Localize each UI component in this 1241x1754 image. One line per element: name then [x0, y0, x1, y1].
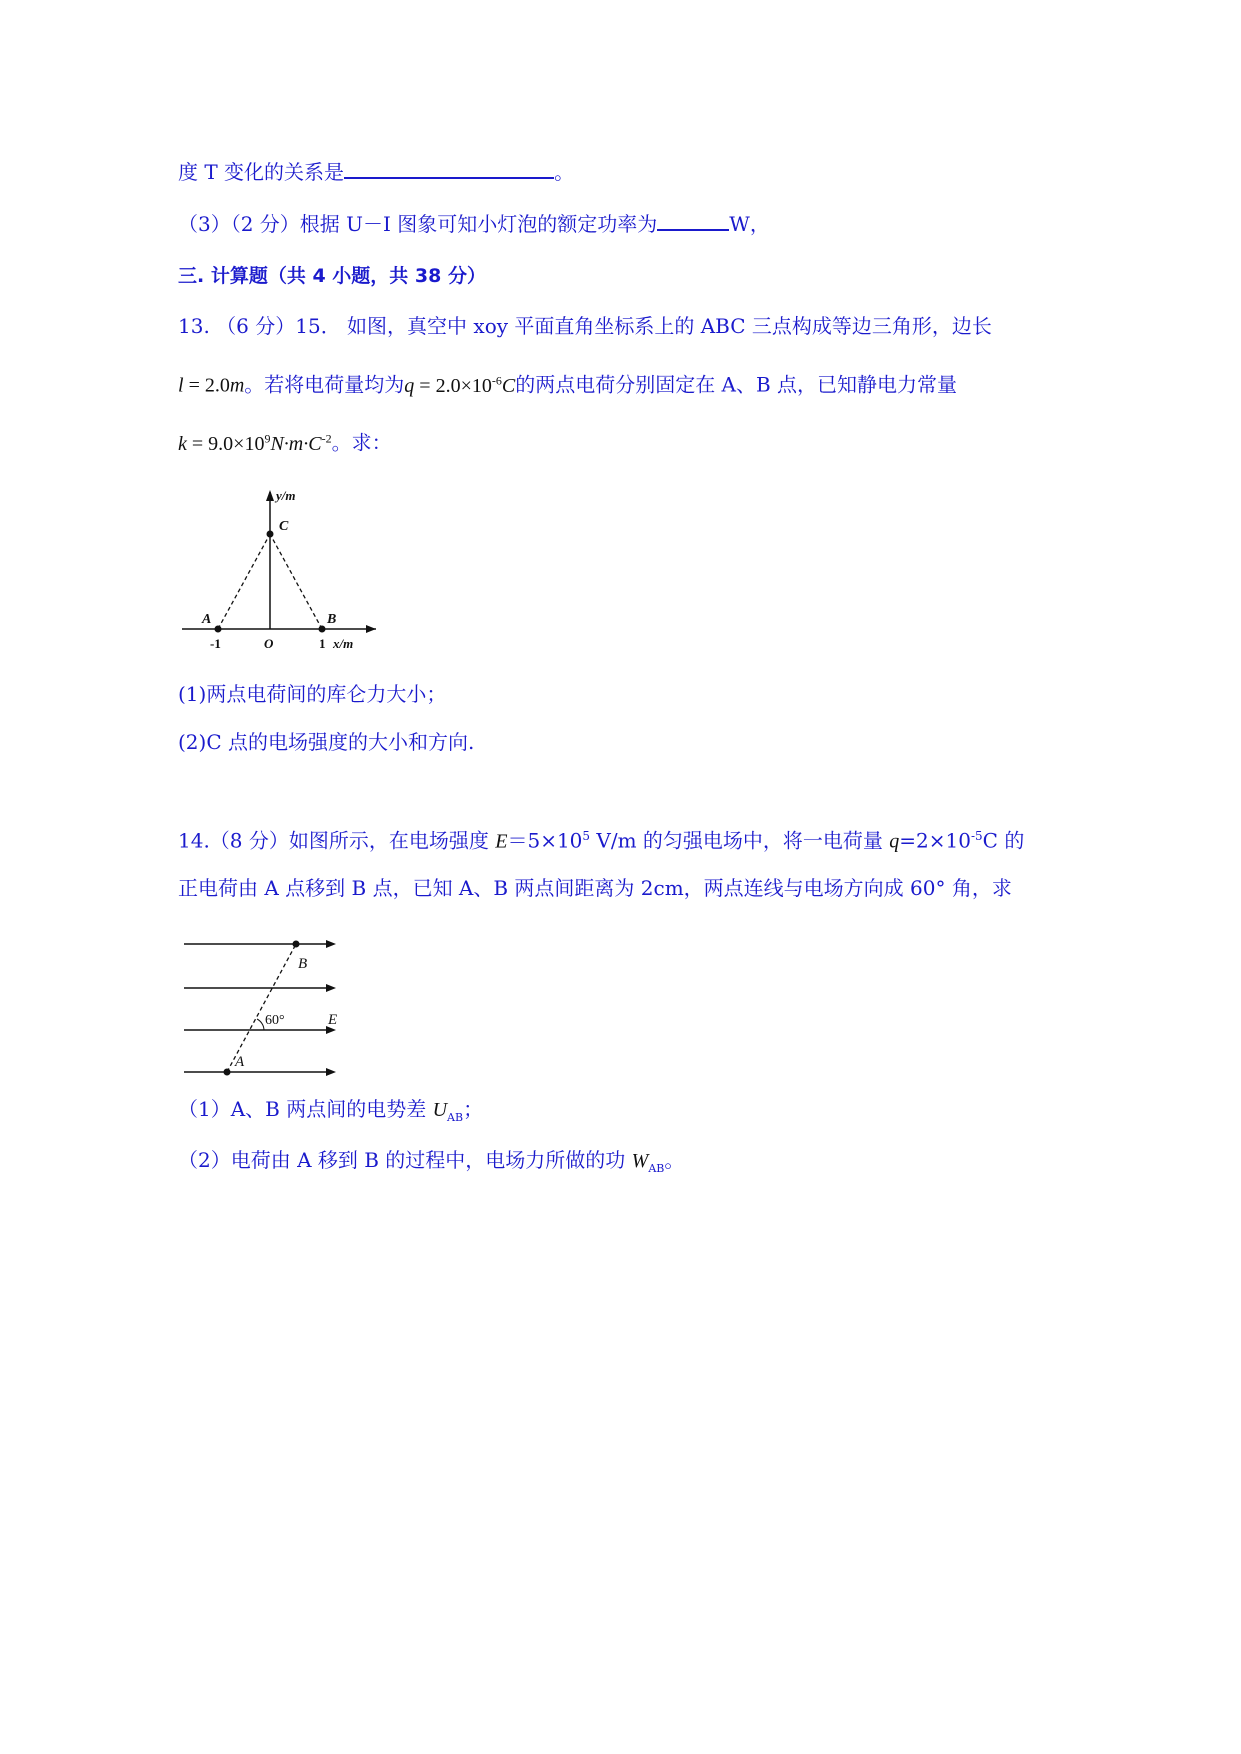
point-c-dot [267, 531, 274, 538]
tick-1: 1 [319, 636, 326, 651]
side-ac [218, 534, 270, 629]
var-l: l [178, 374, 184, 397]
angle-arc [257, 1019, 264, 1030]
label-b: B [298, 956, 308, 972]
field-arrows [326, 940, 336, 1076]
field-lines [184, 944, 330, 1072]
field-figure [180, 932, 360, 1078]
q13-mid-text: 。若将电荷量均为 [244, 372, 405, 397]
segment-ab [227, 944, 296, 1072]
label-c: C [279, 519, 289, 534]
q13-constant-line: $k = 9.0\times 10^9N\cdot m\cdot C^{-2}$。求： [178, 430, 392, 455]
exp-k2: -2 [321, 431, 332, 445]
val-e: ＝5×10 [507, 828, 583, 853]
point-a-dot [224, 1069, 231, 1076]
q14-part1 [178, 1095, 483, 1132]
var-k: k [178, 432, 187, 455]
line1-text: 度 T 变化的关系是 [178, 160, 345, 184]
line2-text: （3）（2 分）根据 U－I 图象可知小灯泡的额定功率为 [178, 212, 658, 236]
sub-w: AB [648, 1162, 665, 1175]
line2-end: W， [729, 212, 770, 236]
line1-end: 。 [554, 160, 575, 184]
q13-intro: 13. （6 分）15． 如图，真空中 xoy 平面直角坐标系上的 ABC 三点构成等边三角形，边长 [178, 314, 992, 338]
label-e: E [328, 1012, 338, 1028]
x-axis-arrow [366, 625, 376, 633]
unit-e: V/m 的匀强电场中，将一电荷量 [590, 828, 890, 853]
answer-blank-2[interactable] [657, 209, 729, 231]
label-a: A [202, 612, 212, 627]
unit-q: C [501, 374, 516, 397]
val-q: 2.0×10 [435, 374, 492, 397]
unit-l: m [229, 374, 245, 397]
q13-tail-text: 的两点电荷分别固定在 A、B 点，已知静电力常量 [515, 372, 958, 397]
y-axis-arrow [266, 490, 274, 501]
label-a: A [235, 1054, 245, 1070]
unit-k: N·m·C [270, 432, 322, 455]
section-heading: 三. 计算题（共 4 小题，共 38 分） [178, 265, 486, 287]
exp-q14: -5 [970, 829, 983, 843]
val-k: 9.0×10 [208, 432, 265, 455]
q14-part1-text: （1）A、B 两点间的电势差 [178, 1097, 433, 1121]
label-b: B [327, 612, 337, 627]
fill-blank-line-2 [178, 209, 770, 238]
answer-blank-1[interactable] [344, 157, 554, 179]
point-b-dot [319, 626, 326, 633]
q14-part1-end: ； [463, 1097, 484, 1121]
unit-q14: C 的 [982, 828, 1025, 853]
val-l: 2.0 [204, 374, 230, 397]
q14-pre: 14.（8 分）如图所示，在电场强度 [178, 828, 496, 853]
q14-part2-text: （2）电荷由 A 移到 B 的过程中，电场力所做的功 [178, 1148, 632, 1172]
fill-blank-line-1 [178, 157, 574, 186]
triangle-svg [180, 488, 380, 653]
field-svg [180, 932, 360, 1078]
q14-line-1 [178, 822, 1024, 856]
var-u: U [432, 1099, 448, 1121]
q13-ask: 。求： [331, 430, 392, 455]
var-q: q [404, 374, 415, 397]
var-w: W [631, 1150, 649, 1172]
exp-q: -6 [491, 373, 502, 387]
triangle-figure [180, 488, 380, 653]
q13-given-line: l = 2.0m。若将电荷量均为$q = 2.0\times 10^{-6}C$的两点电荷分别固定在 A、B 点，已知静电力常量 [178, 372, 958, 397]
q13-part1: (1)两点电荷间的库仑力大小； [178, 682, 447, 706]
side-bc [270, 534, 322, 629]
val-q14: =2×10 [899, 828, 971, 853]
tick-neg1: -1 [210, 636, 221, 651]
q14-line-2: 正电荷由 A 点移到 B 点，已知 A、B 两点间距离为 2cm，两点连线与电场方向成 60° 角，求 [178, 876, 1012, 900]
angle-label: 60° [265, 1013, 285, 1028]
q14-part2-end: 。 [664, 1148, 685, 1172]
x-axis-label: x/m [333, 636, 354, 651]
y-axis-label: y/m [276, 488, 296, 503]
point-b-dot [293, 941, 300, 948]
exp-k: 9 [264, 431, 271, 445]
var-q14: q [889, 830, 900, 853]
exp-e: 5 [582, 829, 591, 843]
var-e: E [495, 830, 508, 853]
point-a-dot [215, 626, 222, 633]
origin-label: O [264, 636, 274, 651]
q14-part2 [178, 1146, 684, 1183]
sub-u: AB [447, 1111, 464, 1124]
q13-part2: (2)C 点的电场强度的大小和方向. [178, 730, 475, 754]
